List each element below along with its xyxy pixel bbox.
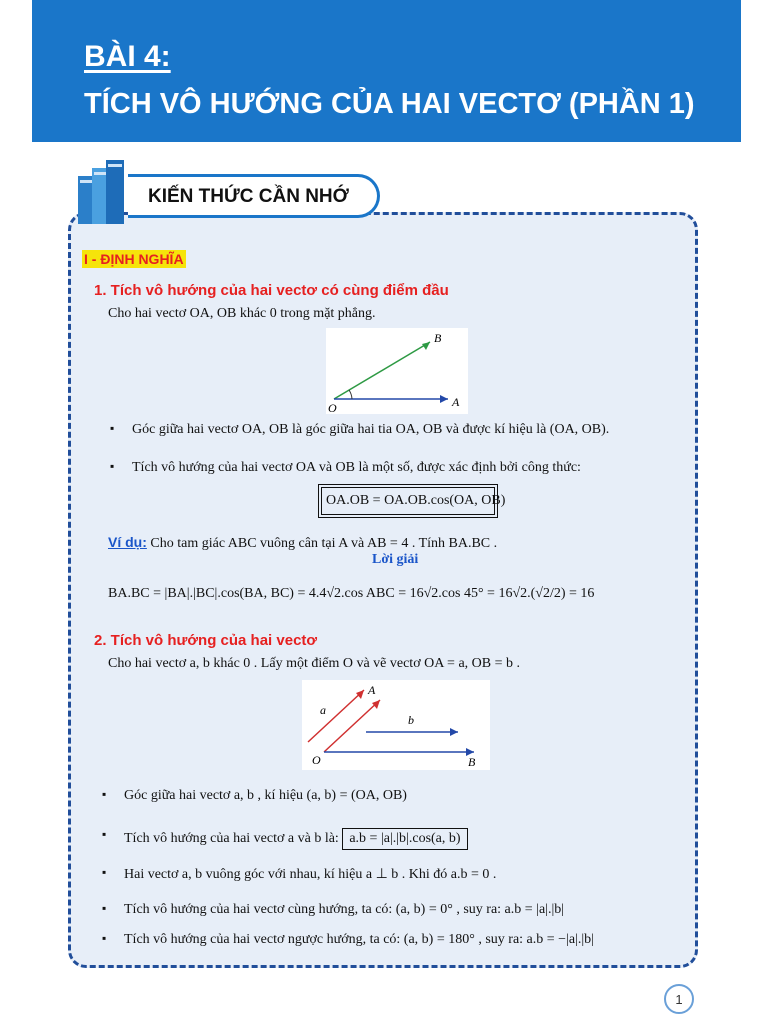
label-vec-a: a	[320, 703, 326, 717]
lesson-title: TÍCH VÔ HƯỚNG CỦA HAI VECTƠ (PHẦN 1)	[84, 88, 695, 120]
bullet-angle: ▪ Góc giữa hai vectơ OA, OB là góc giữa hai tia OA, OB và được kí hiệu là (OA, OB).	[132, 422, 609, 438]
section-badge	[128, 174, 380, 218]
definition-formula	[318, 484, 506, 518]
lesson-number: BÀI 4:	[84, 40, 171, 73]
solution-title: Lời giải	[372, 552, 419, 567]
bullet-perpendicular: ▪ Hai vectơ a, b vuông góc với nhau, kí hiệu a ⊥ b . Khi đó a.b = 0 .	[124, 866, 496, 883]
label-a: A	[452, 395, 460, 409]
bullet-dot-ab-text: Tích vô hướng của hai vectơ a và b là:	[124, 831, 339, 846]
boxed-formula: a.b = |a|.|b|.cos(a, b)	[342, 828, 467, 850]
bullet-angle-ab: ▪ Góc giữa hai vectơ a, b , kí hiệu (a, b) = (OA, OB)	[124, 788, 407, 804]
solution-formula: BA.BC = |BA|.|BC|.cos(BA, BC) = 4.4√2.cos ABC = 16√2.cos 45° = 16√2.(√2/2) = 16	[108, 586, 595, 601]
subheading-2: 2. Tích vô hướng của hai vectơ	[94, 632, 318, 649]
bullet-dot-ab	[124, 828, 468, 850]
bullet-same-direction: ▪ Tích vô hướng của hai vectơ cùng hướng, ta có: (a, b) = 0° , suy ra: a.b = |a|.|b|	[124, 902, 564, 918]
example-text: Cho tam giác ABC vuông cân tại A và AB = 4 . Tính BA.BC .	[146, 536, 498, 551]
label-b2: B	[468, 755, 476, 769]
figure-oa-ob	[326, 328, 468, 414]
section-heading: I - ĐỊNH NGHĨA	[84, 251, 184, 267]
label-b: B	[434, 331, 442, 345]
label-o: O	[328, 401, 337, 414]
intro-2: Cho hai vectơ a, b khác 0 . Lấy một điểm O và vẽ vectơ OA = a, OB = b .	[108, 656, 521, 671]
badge-label: KIẾN THỨC CẦN NHỚ	[148, 186, 349, 207]
label-a2: A	[368, 683, 376, 697]
bullet-dot-product: ▪ Tích vô hướng của hai vectơ OA và OB là một số, được xác định bởi công thức:	[132, 460, 581, 476]
page-number: 1	[664, 984, 694, 1014]
title-banner	[32, 0, 741, 142]
intro-1: Cho hai vectơ OA, OB khác 0 trong mặt phẳng.	[108, 306, 376, 321]
example	[108, 534, 497, 552]
example-label: Ví dụ:	[108, 534, 147, 550]
label-o2: O	[312, 753, 321, 767]
subheading-1: 1. Tích vô hướng của hai vectơ có cùng điểm đầu	[94, 282, 449, 299]
bullet-opposite-direction: ▪ Tích vô hướng của hai vectơ ngược hướng, ta có: (a, b) = 180° , suy ra: a.b = −|a|.|b|	[124, 932, 594, 948]
formula-text: OA.OB = OA.OB.cos(OA, OB)	[321, 487, 495, 515]
figure-a-b	[302, 680, 490, 770]
label-vec-b: b	[408, 713, 414, 727]
